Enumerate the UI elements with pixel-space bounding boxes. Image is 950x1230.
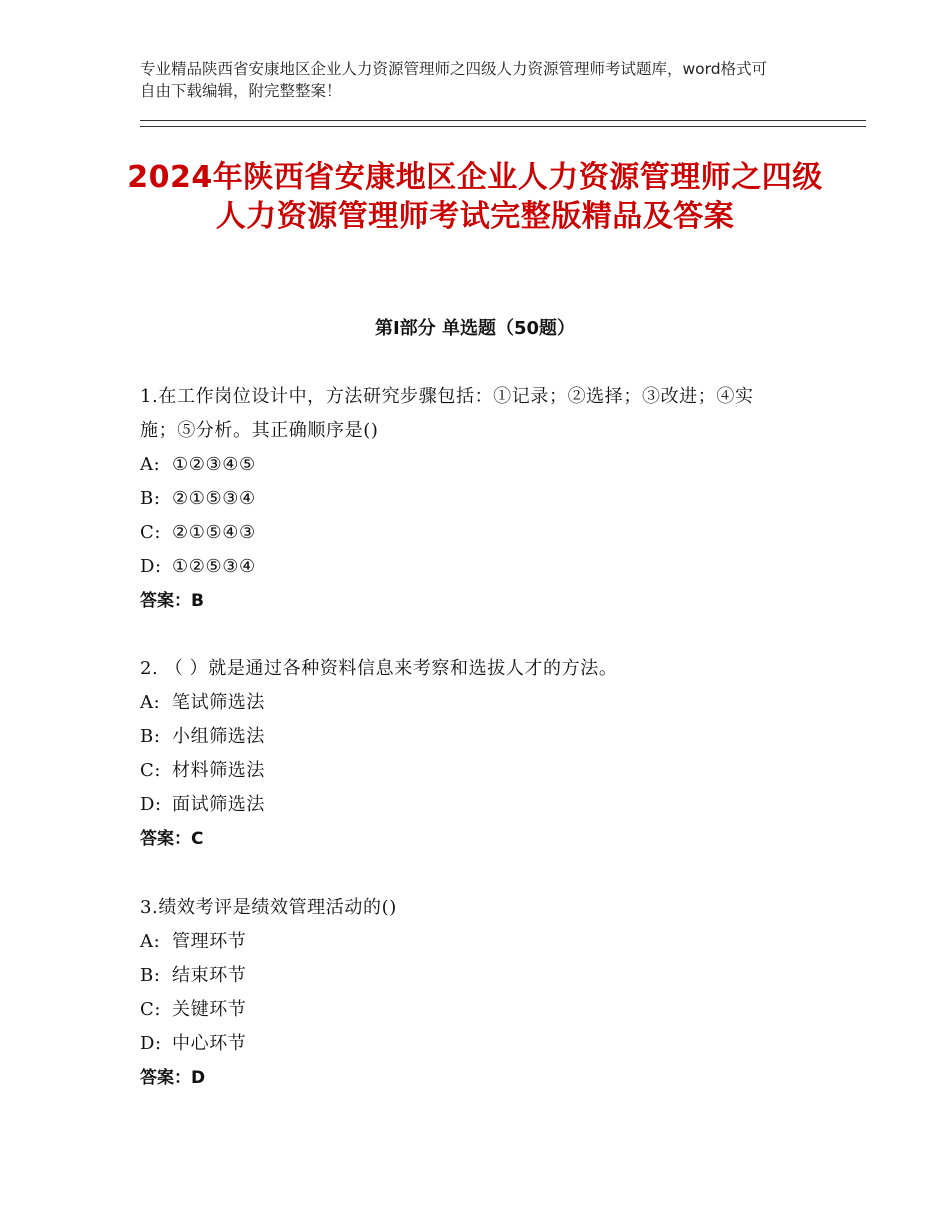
option-d [140,550,780,584]
option-letter: A: [140,692,161,713]
option-text: 中心环节 [172,1033,247,1054]
option-text: ①②③④⑤ [172,454,256,475]
option-d [140,788,780,822]
option-letter: B: [140,488,161,509]
option-text: ①②⑤③④ [172,556,256,577]
option-letter: C: [140,760,162,781]
answer-line: 答案：B [140,591,204,611]
document-title: 2024年陕西省安康地区企业人力资源管理师之四级人力资源管理师考试完整版精品及答案 [127,160,823,234]
option-a [140,448,780,482]
question-2 [140,652,780,856]
option-c [140,516,780,550]
option-letter: C: [140,999,162,1020]
option-letter: D: [140,556,162,577]
question-stem: 1.在工作岗位设计中，方法研究步骤包括：①记录；②选择；③改进；④实施；⑤分析。其正确顺序是() [140,386,754,441]
option-text: 关键环节 [172,999,247,1020]
option-text: ②①⑤④③ [172,522,256,543]
option-text: 材料筛选法 [172,760,265,781]
question-1 [140,380,780,618]
header-note: 专业精品陕西省安康地区企业人力资源管理师之四级人力资源管理师考试题库，word格式可自由下载编辑，附完整整案！ [140,60,768,100]
option-a [140,686,780,720]
option-letter: C: [140,522,162,543]
answer-line: 答案：D [140,1068,206,1088]
question-3 [140,891,780,1095]
option-text: 小组筛选法 [172,726,265,747]
option-c [140,754,780,788]
option-text: 结束环节 [172,965,247,986]
option-text: 笔试筛选法 [172,692,265,713]
option-b [140,720,780,754]
option-letter: D: [140,794,162,815]
question-stem: 3.绩效考评是绩效管理活动的() [140,897,397,918]
option-a [140,925,780,959]
option-letter: D: [140,1033,162,1054]
option-text: 管理环节 [172,931,247,952]
option-letter: B: [140,726,161,747]
option-d [140,1027,780,1061]
option-text: ②①⑤③④ [172,488,256,509]
option-letter: A: [140,454,161,475]
section-heading: 第Ⅰ部分 单选题（50题） [374,318,575,339]
option-letter: A: [140,931,161,952]
option-text: 面试筛选法 [172,794,265,815]
option-letter: B: [140,965,161,986]
question-stem: 2. （ ）就是通过各种资料信息来考察和选拔人才的方法。 [140,658,618,679]
option-c [140,993,780,1027]
header-divider [140,120,866,127]
option-b [140,482,780,516]
answer-line: 答案：C [140,829,204,849]
option-b [140,959,780,993]
